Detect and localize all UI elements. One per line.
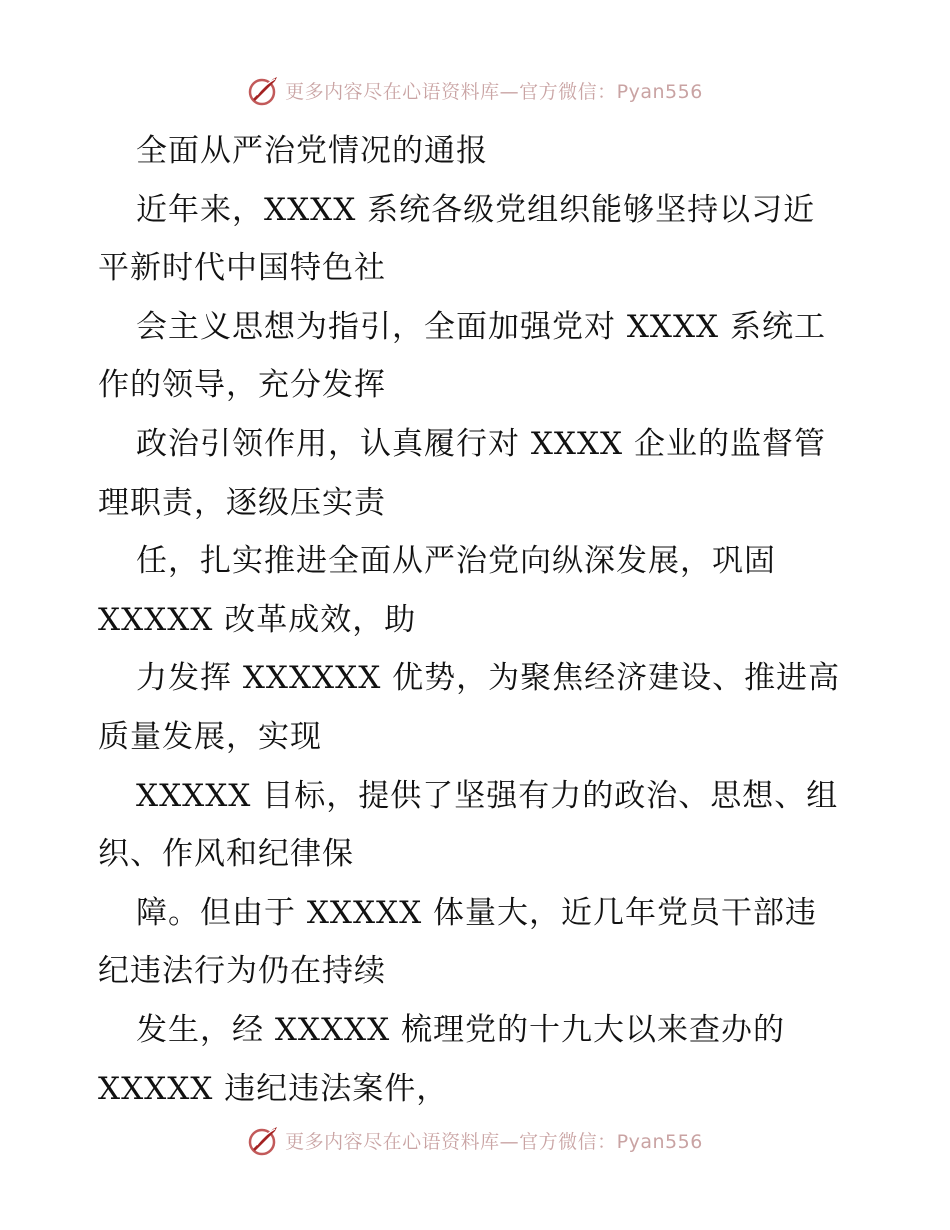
text-line: XXXXX 违纪违法案件， <box>98 1070 449 1107</box>
text-line: 平新时代中国特色社 <box>98 250 386 287</box>
text-line: 政治引领作用，认真履行对 XXXX 企业的监督管 <box>136 425 826 462</box>
document-body <box>98 122 858 1118</box>
quill-logo-icon <box>247 1123 281 1157</box>
watermark-text: 更多内容尽在心语资料库—官方微信：Pyan556 <box>285 80 703 103</box>
header-watermark <box>0 70 950 110</box>
text-line: 力发挥 XXXXXX 优势，为聚焦经济建设、推进高 <box>136 660 841 697</box>
text-line: 理职责，逐级压实责 <box>98 484 386 521</box>
text-line: 纪违法行为仍在持续 <box>98 953 386 990</box>
footer-watermark <box>0 1120 950 1160</box>
text-line: 发生，经 XXXXX 梳理党的十九大以来查办的 <box>136 1011 786 1048</box>
text-line: 会主义思想为指引，全面加强党对 XXXX 系统工 <box>136 308 826 345</box>
quill-logo-icon <box>247 73 281 107</box>
text-line: 织、作风和纪律保 <box>98 836 354 873</box>
text-line: 障。但由于 XXXXX 体量大，近几年党员干部违 <box>136 894 818 931</box>
text-line: 作的领导，充分发挥 <box>98 367 386 404</box>
text-line: 质量发展，实现 <box>98 718 322 755</box>
text-line: XXXXX 目标，提供了坚强有力的政治、思想、组 <box>136 777 839 814</box>
text-line: XXXXX 改革成效，助 <box>98 601 417 638</box>
text-line: 近年来，XXXX 系统各级党组织能够坚持以习近 <box>136 191 816 228</box>
text-line: 全面从严治党情况的通报 <box>136 133 488 169</box>
watermark-text: 更多内容尽在心语资料库—官方微信：Pyan556 <box>285 1130 703 1153</box>
text-line: 任，扎实推进全面从严治党向纵深发展，巩固 <box>136 543 776 580</box>
